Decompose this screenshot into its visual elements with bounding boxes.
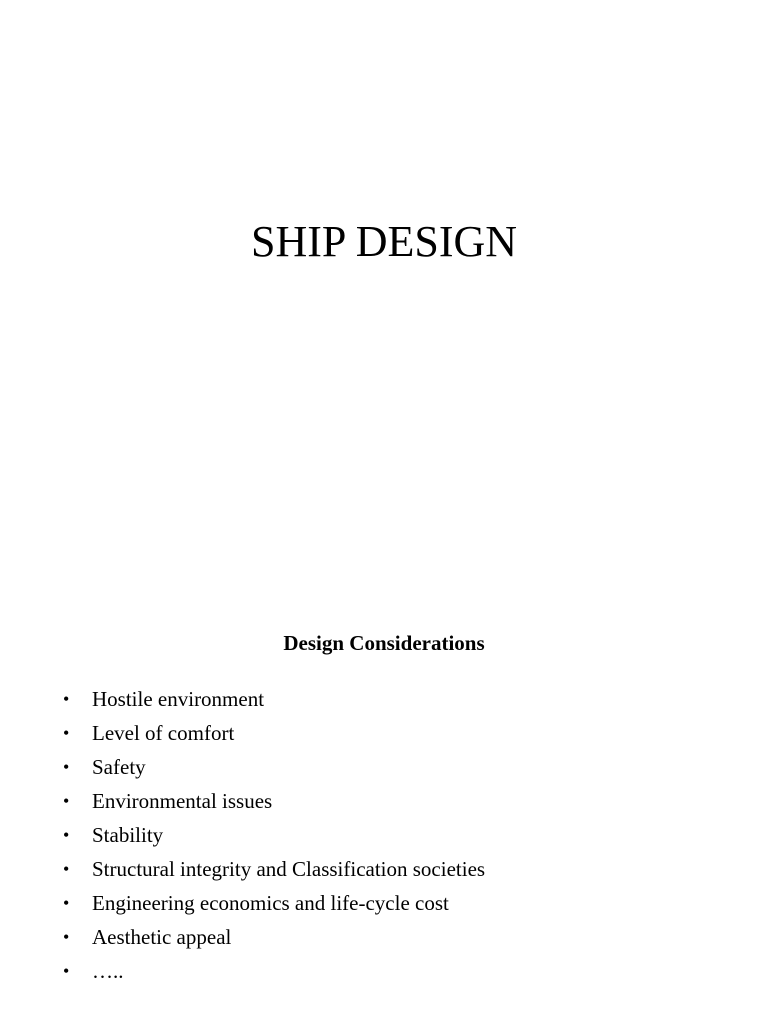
list-item-text: Level of comfort (92, 721, 235, 745)
list-item (0, 752, 720, 786)
bullet-icon: • (63, 723, 70, 743)
list-item-text: Stability (92, 823, 164, 847)
bullet-icon: • (63, 689, 70, 709)
list-item (0, 820, 720, 854)
bullet-icon: • (63, 825, 70, 845)
bullet-icon: • (63, 893, 70, 913)
list-item-text: ….. (92, 959, 124, 983)
list-item-text: Engineering economics and life-cycle cost (92, 891, 449, 915)
list-item (0, 786, 720, 820)
page-title: SHIP DESIGN (250, 217, 518, 266)
list-item-text: Safety (92, 755, 146, 779)
list-item (0, 956, 720, 990)
considerations-list (0, 684, 720, 990)
list-item (0, 718, 720, 752)
bullet-icon: • (63, 859, 70, 879)
list-item-text: Aesthetic appeal (92, 925, 232, 949)
list-item (0, 888, 720, 922)
bullet-icon: • (63, 961, 70, 981)
bullet-icon: • (63, 791, 70, 811)
list-item (0, 854, 720, 888)
list-item-text: Hostile environment (92, 687, 265, 711)
section-heading: Design Considerations (283, 631, 485, 655)
bullet-icon: • (63, 757, 70, 777)
list-item-text: Structural integrity and Classification societies (92, 857, 486, 881)
list-item (0, 922, 720, 956)
list-item-text: Environmental issues (92, 789, 273, 813)
bullet-icon: • (63, 927, 70, 947)
list-item (0, 684, 720, 718)
